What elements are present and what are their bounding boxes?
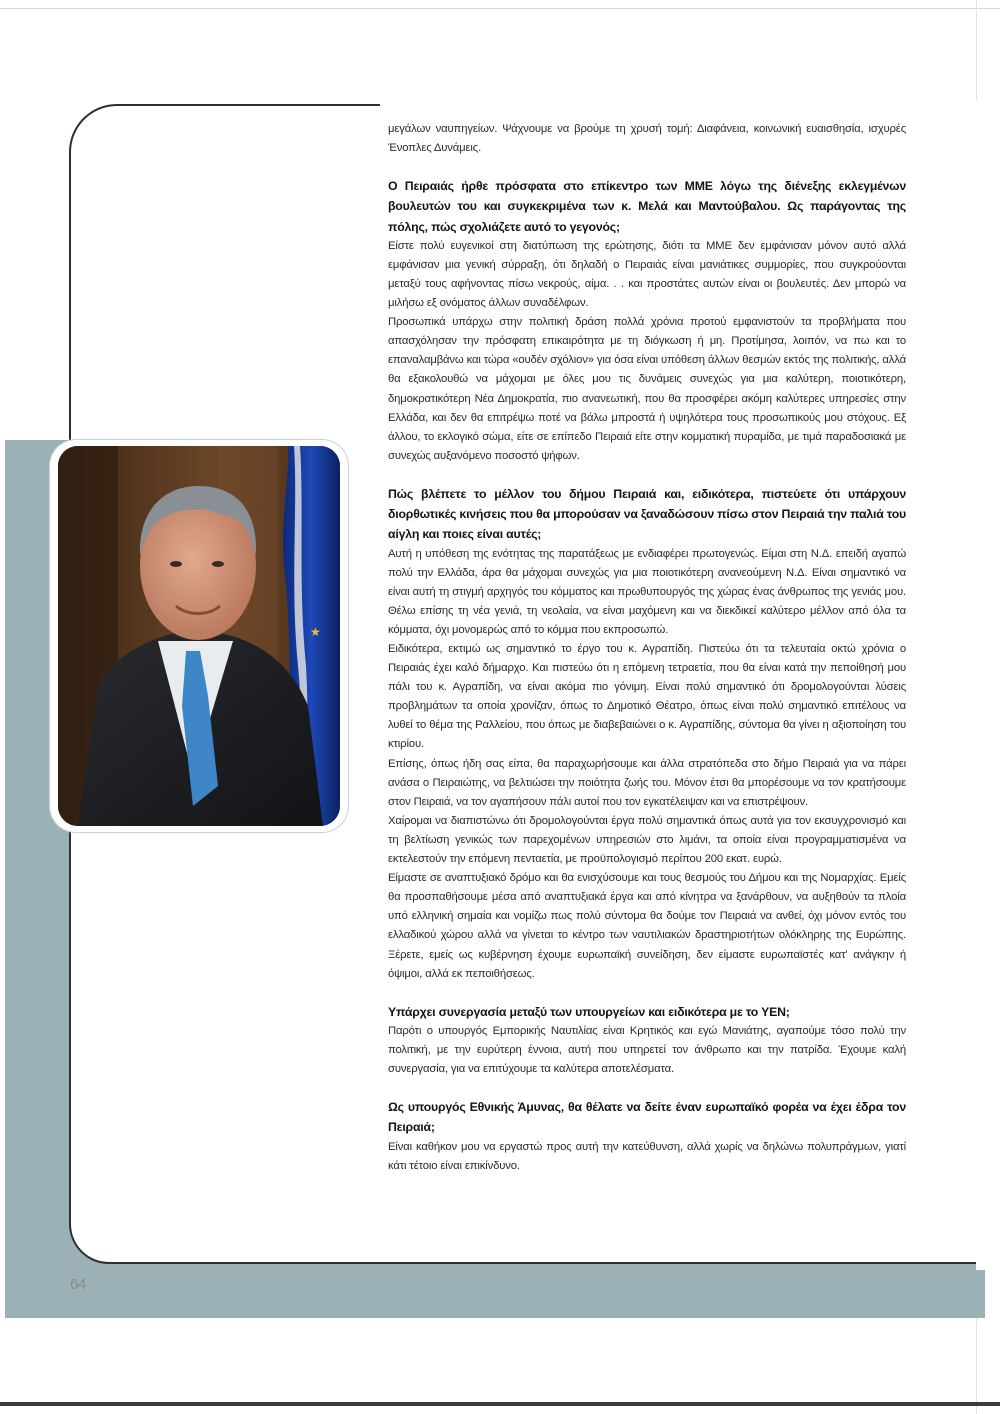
paragraph: Είστε πολύ ευγενικοί στη διατύπωση της ερώτησης, διότι τα ΜΜΕ δεν εμφάνισαν μόνον αυτό αλλά εμφάνισαν μια γενική σύρραξη, ότι δηλαδή ο Πειραιάς είναι μανιάτικες συμμορίες, που συγκρούονται μεταξύ τους αφήνοντας πίσω νεκρούς, αίμα. . . και προστάτες αυτών είναι οι βουλευτές. Δεν μπορώ να μιλήσω εξ ονόματος άλλων συναδέλφων. bbox=[388, 239, 906, 310]
panel-top-gap bbox=[380, 100, 1000, 108]
question-heading: Πώς βλέπετε το μέλλον του δήμου Πειραιά και, ειδικότερα, πιστεύετε ότι υπάρχουν διορθωτικές κινήσεις που θα μπορούσαν να ξαναδώσουν πίσω στον Πειραιά την παλιά του αίγλη και ποιες είναι αυτές; bbox=[388, 486, 906, 542]
paragraph: Ειδικότερα, εκτιμώ ως σημαντικό το έργο του κ. Αγραπίδη. Πιστεύω ότι τα τελευταία οκτώ χρόνια ο Πειραιάς έχει καλό δήμαρχο. Και πιστεύω ότι η επόμενη τετραετία, που θα είναι κατά την πεποίθησή μου πάλι του κ. Αγραπίδη, να είναι ακόμα πιο γόνιμη. Είναι πολύ σημαντικό ότι δρομολογούνται λύσεις προβλημάτων τα οποία χρονίζαν, όπως το Δημοτικό Θέατρο, όπως είναι πολύ σημαντικό επιτέλους να λυθεί το θέμα της Ραλλείου, που όπως με διαβεβαιώνει ο κ. Αγραπίδης, σύντομα θα γίνει η αξιοποίηση του κτιρίου. bbox=[388, 643, 906, 751]
paragraph: Επίσης, όπως ήδη σας είπα, θα παραχωρήσουμε και άλλα στρατόπεδα στο δήμο Πειραιά για να πάρει ανάσα ο Πειραιώτης, να βελτιώσει την ποιότητα ζωής του. Μόνον έτσι θα μπορέσουμε να τον κρατήσουμε στον Πειραιά, να τον αγαπήσουν πάλι αυτοί που τον εγκατέλειψαν και να επιστρέψουν. bbox=[388, 757, 906, 808]
paragraph: Είμαστε σε αναπτυξιακό δρόμο και θα ενισχύσουμε και τους θεσμούς του Δήμου και της Νομαρχίας. Εμείς θα προσπαθήσουμε μέσα από αναπτυξιακά έργα και από κίνητρα να ξανάρθουν, να αυξηθούν τα πλοία υπό ελληνική σημαία και νομίζω πως πολύ σύντομα θα δούμε τον Πειραιά να ανθεί, όχι μόνον εντός του ελλαδικού χώρου αλλά να γίνεται το κέντρο των ναυτιλιακών δραστηριοτήτων ολόκληρης της Ευρώπης. Ξέρετε, εμείς ως κυβέρνηση έχουμε ευρωπαϊκή συνείδηση, δεν είμαστε ευρωπαϊστές κατ' ανάγκην ή όψιμοι, αλλά εκ πεποιθήσεως. bbox=[388, 872, 906, 980]
paragraph: Προσωπικά υπάρχω στην πολιτική δράση πολλά χρόνια προτού εμφανιστούν τα προβλήματα που απασχόλησαν την πρόσφατη επικαιρότητα με τη διόγκωση ή μη. Προτίμησα, λοιπόν, να πω και το επαναλαμβάνω και τώρα «ουδέν σχόλιον» για όσα είναι υπόθεση άλλων θεσμών εκτός της πολιτικής, αλλά θα εξακολουθώ να μάχομαι με όλες μου τις δυνάμεις συνεχώς για μια καλύτερη, ποιοτικότερη, δημοκρατικότερη Νέα Δημοκρατία, πιο ανανεωτική, που θα προσφέρει ακόμη καλύτερες υπηρεσίες στην Ελλάδα, και δεν θα επιτρέψω ποτέ να βάλω μπροστά ή υψηλότερα τους προσωπικούς μου στόχους. Εξ άλλου, το εκλογικό σώμα, είτε σε επίπεδο Πειραιά είτε στην κομματική πυραμίδα, με τιμά παραδοσιακά με συνεχώς αυξανόμενο ποσοστό ψήφων. bbox=[388, 316, 906, 462]
question-heading: Υπάρχει συνεργασία μεταξύ των υπουργείων και ειδικότερα με το ΥΕΝ; bbox=[388, 1004, 790, 1019]
question-heading: Ο Πειραιάς ήρθε πρόσφατα στο επίκεντρο των ΜΜΕ λόγω της διένεξης εκλεγμένων βουλευτών του και συγκεκριμένα των κ. Μελά και Μαντούβαλου. Ως παράγοντας της πόλης, πώς σχολιάζετε αυτό το γεγονός; bbox=[388, 179, 906, 234]
paragraph: Χαίρομαι να διαπιστώνω ότι δρομολογούνται έργα πολύ σημαντικά όπως αυτά για τον εκσυγχρονισμό και τη βελτίωση γενικώς των παρεχομένων υπηρεσιών στο λιμάνι, τα οποία είναι προγραμματισμένα να εκτελεστούν την επόμενη πενταετία, με προϋπολογισμό περίπου 200 εκατ. ευρώ. bbox=[388, 814, 906, 866]
paragraph: Παρότι ο υπουργός Εμπορικής Ναυτιλίας είναι Κρητικός και εγώ Μανιάτης, αγαπούμε τόσο πολύ την πολιτική, με την ευρύτερη έννοια, αυτή που υπηρετεί τον άνθρωπο και την πατρίδα. Έχουμε καλή συνεργασία, για να επιτύχουμε τα καλύτερα αποτελέσματα. bbox=[388, 1024, 906, 1076]
portrait-photo-frame bbox=[50, 440, 348, 832]
paragraph: Είναι καθήκον μου να εργαστώ προς αυτή την κατεύθυνση, αλλά χωρίς να δηλώνω πολυπράγμων, γιατί κάτι τέτοιο είναι επικίνδυνο. bbox=[388, 1140, 906, 1172]
paragraph: μεγάλων ναυπηγείων. Ψάχνουμε να βρούμε τη χρυσή τομή: Διαφάνεια, κοινωνική ευαισθησία, ισχυρές Ένοπλες Δυνάμεις. bbox=[388, 123, 906, 155]
svg-text:★: ★ bbox=[310, 625, 321, 639]
question-heading: Ως υπουργός Εθνικής Άμυνας, θα θέλατε να δείτε έναν ευρωπαϊκό φορέα να έχει έδρα τον Πειραιά; bbox=[388, 1100, 906, 1135]
article-body bbox=[388, 120, 906, 1176]
page-edge-top bbox=[0, 8, 1000, 9]
paragraph: Αυτή η υπόθεση της ενότητας της παρατάξεως με ενδιαφέρει πρωτογενώς. Είμαι στη Ν.Δ. επειδή αγαπώ πολύ την Ελλάδα, άρα θα μάχομαι συνεχώς για μια ποιοτικότερη ανανεούμενη Ν.Δ. Είναι σημαντικό να είναι αυτή τη στιγμή αρχηγός του κόμματος και πρωθυπουργός της χώρας ένας άνθρωπος της γενιάς μου. Θέλω επίσης τη νέα γενιά, τη νεολαία, να είναι μαχόμενη και να διεκδικεί καλύτερο μέλλον από όλα τα κόμματα, όχι μονομερώς από το κόμμα που εκπροσωπώ. bbox=[388, 547, 906, 636]
bottom-rule bbox=[0, 1402, 1000, 1406]
panel-right-gap bbox=[976, 1230, 1000, 1270]
page-number: 64 bbox=[70, 1276, 86, 1293]
portrait-photo bbox=[58, 446, 340, 826]
portrait-illustration bbox=[58, 446, 340, 826]
